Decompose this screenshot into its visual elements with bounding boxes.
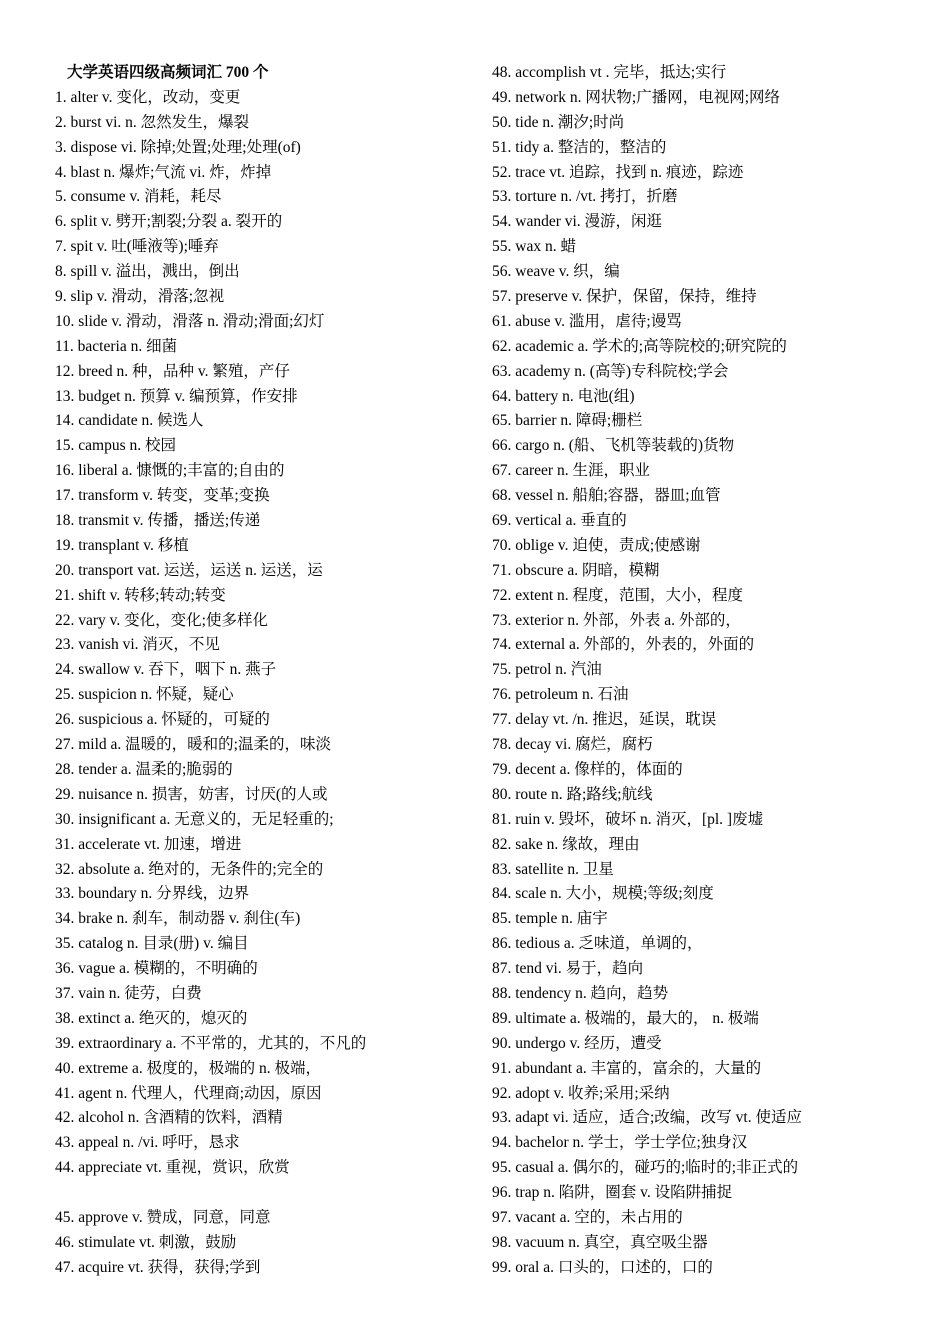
vocab-entry: 49. network n. 网状物;广播网，电视网;网络 [492,88,781,106]
vocab-entry: 54. wander vi. 漫游，闲逛 [492,213,663,231]
vocab-entry: 45. approve v. 赞成，同意，同意 [55,1208,271,1226]
vocab-entry: 67. career n. 生涯，职业 [492,462,650,480]
vocab-entry: 47. acquire vt. 获得，获得;学到 [55,1258,261,1276]
vocab-entry: 3. dispose vi. 除掉;处置;处理;处理(of) [55,138,301,156]
vocab-entry: 75. petrol n. 汽油 [492,661,602,679]
vocab-entry: 91. abundant a. 丰富的，富余的，大量的 [492,1059,762,1077]
vocab-entry: 13. budget n. 预算 v. 编预算，作安排 [55,387,298,405]
vocab-entry: 52. trace vt. 追踪，找到 n. 痕迹，踪迹 [492,163,744,181]
vocab-entry: 30. insignificant a. 无意义的，无足轻重的; [55,810,334,828]
vocab-entry: 23. vanish vi. 消灭，不见 [55,636,220,654]
vocab-entry: 43. appeal n. /vi. 呼吁，恳求 [55,1134,240,1152]
right-column [492,61,932,1281]
vocab-entry: 1. alter v. 变化，改动，变更 [55,88,241,106]
vocab-entry: 28. tender a. 温柔的;脆弱的 [55,760,233,778]
vocab-entry: 10. slide v. 滑动，滑落 n. 滑动;滑面;幻灯 [55,312,325,330]
vocab-entry: 51. tidy a. 整洁的，整洁的 [492,138,667,156]
vocab-entry: 74. external a. 外部的，外表的，外面的 [492,636,755,654]
vocab-entry: 39. extraordinary a. 不平常的，尤其的，不凡的 [55,1034,367,1052]
vocab-entry: 56. weave v. 织，编 [492,263,620,281]
vocab-entry: 25. suspicion n. 怀疑，疑心 [55,686,234,704]
vocab-entry: 11. bacteria n. 细菌 [55,337,178,355]
vocab-entry: 53. torture n. /vt. 拷打，折磨 [492,188,678,206]
vocab-entry: 85. temple n. 庙宇 [492,910,608,928]
vocab-entry: 24. swallow v. 吞下，咽下 n. 燕子 [55,661,277,679]
vocab-entry: 26. suspicious a. 怀疑的，可疑的 [55,711,270,729]
vocab-entry: 71. obscure a. 阴暗，模糊 [492,561,660,579]
vocab-entry: 41. agent n. 代理人，代理商;动因，原因 [55,1084,322,1102]
vocab-entry: 35. catalog n. 目录(册) v. 编目 [55,935,249,953]
vocab-entry: 81. ruin v. 毁坏，破坏 n. 消灭，[pl. ]废墟 [492,810,764,828]
vocab-entry: 46. stimulate vt. 刺激，鼓励 [55,1233,237,1251]
vocab-entry: 82. sake n. 缘故，理由 [492,835,640,853]
vocab-entry: 68. vessel n. 船舶;容器，器皿;血管 [492,487,721,505]
vocab-entry: 79. decent a. 像样的，体面的 [492,760,683,778]
vocab-entry: 12. breed n. 种，品种 v. 繁殖，产仔 [55,362,290,380]
vocab-entry: 50. tide n. 潮汐;时尚 [492,113,625,131]
vocab-entry: 57. preserve v. 保护，保留，保持，维持 [492,288,757,306]
page-title: 大学英语四级高频词汇 700 个 [67,64,269,81]
vocab-entry: 2. burst vi. n. 忽然发生，爆裂 [55,113,250,131]
vocab-entry: 78. decay vi. 腐烂，腐朽 [492,736,653,754]
vocab-entry: 29. nuisance n. 损害，妨害，讨厌(的人或 [55,785,328,803]
vocab-entry: 37. vain n. 徒劳，白费 [55,984,202,1002]
vocab-entry: 55. wax n. 蜡 [492,238,576,256]
vocab-entry: 66. cargo n. (船、飞机等装载的)货物 [492,437,735,455]
vocab-entry: 4. blast n. 爆炸;气流 vi. 炸，炸掉 [55,163,272,181]
vocab-entry: 76. petroleum n. 石油 [492,686,629,704]
vocab-entry: 32. absolute a. 绝对的，无条件的;完全的 [55,860,324,878]
vocab-entry: 14. candidate n. 候选人 [55,412,204,430]
vocab-entry: 88. tendency n. 趋向，趋势 [492,984,669,1002]
vocab-entry: 33. boundary n. 分界线，边界 [55,885,250,903]
vocab-entry: 22. vary v. 变化，变化;使多样化 [55,611,268,629]
vocab-entry: 18. transmit v. 传播，播送;传递 [55,512,261,530]
vocab-entry: 69. vertical a. 垂直的 [492,512,627,530]
vocab-entry: 36. vague a. 模糊的，不明确的 [55,960,258,978]
vocab-entry: 44. appreciate vt. 重视，赏识，欣赏 [55,1159,290,1177]
vocab-entry: 95. casual a. 偶尔的，碰巧的;临时的;非正式的 [492,1159,799,1177]
vocab-entry: 6. split v. 劈开;割裂;分裂 a. 裂开的 [55,213,283,231]
vocab-entry: 9. slip v. 滑动，滑落;忽视 [55,288,225,306]
vocab-entry: 38. extinct a. 绝灭的，熄灭的 [55,1009,248,1027]
vocab-entry: 87. tend vi. 易于，趋向 [492,960,644,978]
vocab-entry: 89. ultimate a. 极端的，最大的， n. 极端 [492,1009,759,1027]
vocab-entry: 7. spit v. 吐(唾液等);唾弃 [55,238,219,256]
vocab-entry: 99. oral a. 口头的，口述的，口的 [492,1258,713,1276]
vocab-entry: 34. brake n. 刹车，制动器 v. 刹住(车) [55,910,301,928]
vocab-entry: 17. transform v. 转变，变革;变换 [55,487,270,505]
vocab-entry: 27. mild a. 温暖的，暖和的;温柔的，味淡 [55,736,331,754]
blank-line [55,1181,475,1206]
vocab-entry: 90. undergo v. 经历，遭受 [492,1034,662,1052]
vocab-entry: 83. satellite n. 卫星 [492,860,614,878]
vocab-entry: 5. consume v. 消耗，耗尽 [55,188,222,206]
vocab-entry: 84. scale n. 大小，规模;等级;刻度 [492,885,714,903]
vocab-entry: 73. exterior n. 外部，外表 a. 外部的， [492,611,741,629]
vocab-entry: 48. accomplish vt . 完毕，抵达;实行 [492,64,727,81]
vocab-entry: 62. academic a. 学术的;高等院校的;研究院的 [492,337,787,355]
vocab-entry: 86. tedious a. 乏味道，单调的， [492,935,703,953]
vocab-entry: 77. delay vt. /n. 推迟，延误，耽误 [492,711,717,729]
vocab-entry: 63. academy n. (高等)专科院校;学会 [492,362,729,380]
vocab-entry: 98. vacuum n. 真空，真空吸尘器 [492,1233,708,1251]
vocab-entry: 70. oblige v. 迫使，责成;使感谢 [492,536,701,554]
vocab-entry: 64. battery n. 电池(组) [492,387,635,405]
vocab-entry: 21. shift v. 转移;转动;转变 [55,586,226,604]
vocab-entry: 97. vacant a. 空的，未占用的 [492,1208,683,1226]
vocab-entry: 65. barrier n. 障碍;栅栏 [492,412,643,430]
vocab-entry: 8. spill v. 溢出，溅出，倒出 [55,263,240,281]
left-column [55,61,475,1281]
vocab-entry: 72. extent n. 程度，范围，大小，程度 [492,586,743,604]
vocab-entry: 94. bachelor n. 学士，学士学位;独身汉 [492,1134,748,1152]
vocab-entry: 20. transport vat. 运送，运送 n. 运送，运 [55,561,323,579]
vocab-entry: 96. trap n. 陷阱，圈套 v. 设陷阱捕捉 [492,1184,733,1202]
vocab-entry: 92. adopt v. 收养;采用;采纳 [492,1084,670,1102]
vocab-entry: 31. accelerate vt. 加速，增进 [55,835,242,853]
vocab-entry: 19. transplant v. 移植 [55,536,189,554]
vocab-entry: 15. campus n. 校园 [55,437,176,455]
vocab-entry: 42. alcohol n. 含酒精的饮料，酒精 [55,1109,283,1127]
vocab-entry: 61. abuse v. 滥用，虐待;谩骂 [492,312,682,330]
vocab-entry: 93. adapt vi. 适应，适合;改编，改写 vt. 使适应 [492,1109,802,1127]
vocab-entry: 40. extreme a. 极度的，极端的 n. 极端， [55,1059,322,1077]
vocab-entry: 16. liberal a. 慷慨的;丰富的;自由的 [55,462,285,480]
vocab-entry: 80. route n. 路;路线;航线 [492,785,653,803]
